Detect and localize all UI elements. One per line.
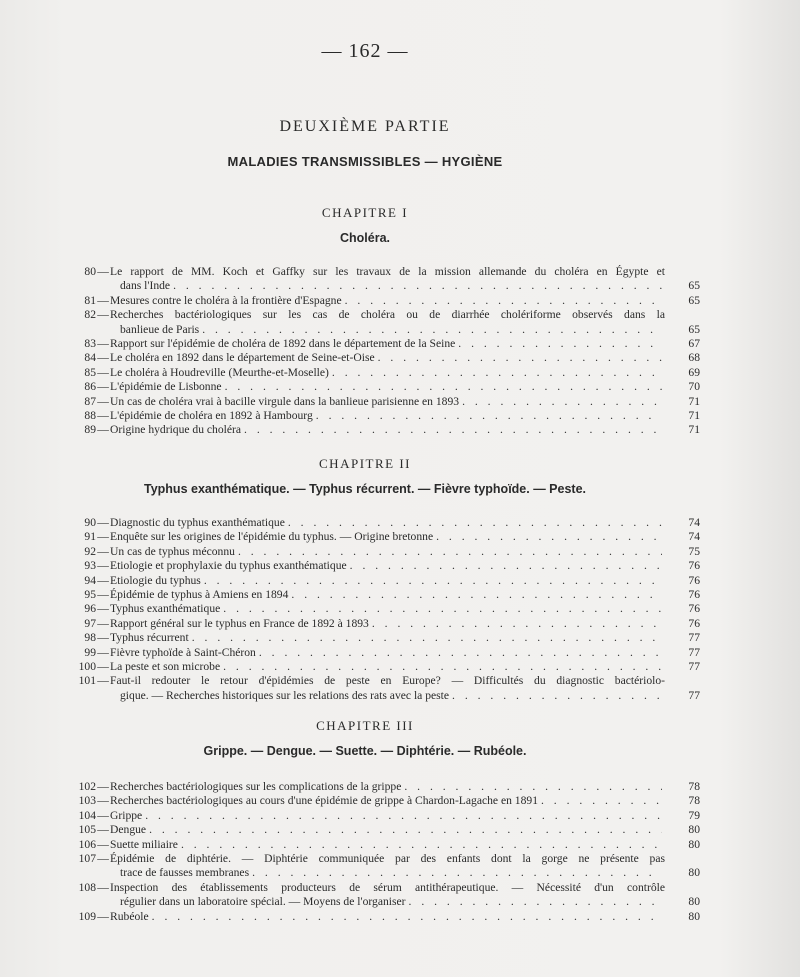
entry-number: 86 (84, 380, 96, 394)
entry-dash: — (97, 588, 109, 602)
entry-number: 107 (78, 852, 96, 866)
entry-page-number: 65 (688, 322, 700, 336)
entry-text (110, 617, 665, 631)
chapter-1-entries (0, 265, 700, 438)
entry-page-number: 76 (688, 588, 700, 602)
dot-leader (225, 380, 662, 394)
entry-line (110, 545, 665, 559)
entry-text (110, 794, 665, 808)
entry-line-text: Un cas de typhus méconnu (110, 544, 235, 558)
entry-line-text: Suette miliaire (110, 837, 178, 851)
entry-dash: — (97, 293, 109, 307)
entry-text (110, 530, 665, 544)
entry-line (110, 294, 665, 308)
entry-dash: — (97, 544, 109, 558)
chapter-label: CHAPITRE II (319, 456, 411, 471)
entry-dash: — (97, 602, 109, 616)
entry-line-text: Etiologie du typhus (110, 573, 201, 587)
dot-leader (181, 838, 662, 852)
dot-leader (345, 294, 662, 308)
entry-line (110, 409, 665, 423)
entry-line-text: Le rapport de MM. Koch et Gaffky sur les travaux de la mission allemande du choléra en Égypte et (110, 265, 665, 278)
entry-number: 80 (84, 265, 96, 278)
entry-page-number: 75 (688, 544, 700, 558)
entry-dash: — (97, 365, 109, 379)
dot-leader (458, 337, 662, 351)
toc-entry (0, 516, 700, 530)
entry-dash: — (97, 823, 109, 837)
entry-number: 92 (84, 544, 96, 558)
entry-number: 89 (84, 423, 96, 437)
entry-line-text: Origine hydrique du choléra (110, 423, 242, 437)
chapter-3-heading (0, 718, 730, 758)
toc-entry (0, 809, 700, 823)
entry-page-number: 80 (688, 909, 700, 923)
entry-line (110, 602, 665, 616)
entry-line-text: Épidémie de diphtérie. — Diphtérie communiquée par des enfants dont la gorge ne présente pas (110, 852, 665, 866)
entry-text (110, 337, 665, 351)
entry-line-text: Fièvre typhoïde à Saint-Chéron (110, 645, 256, 659)
entry-number: 96 (84, 602, 96, 616)
toc-entry (0, 337, 700, 351)
entry-line (110, 574, 665, 588)
entry-line (110, 380, 665, 394)
entry-text (110, 823, 665, 837)
entry-text (110, 559, 665, 573)
entry-text (110, 602, 665, 616)
entry-dash: — (97, 794, 109, 808)
entry-line-text: Rubéole (110, 909, 149, 923)
dot-leader (436, 530, 662, 544)
entry-line-text: Typhus exanthématique (110, 602, 221, 616)
entry-dash: — (97, 645, 109, 659)
toc-entry (0, 660, 700, 674)
entry-line-text: Épidémie de typhus à Amiens en 1894 (110, 588, 289, 602)
part-title: DEUXIÈME PARTIE (279, 118, 451, 135)
dot-leader (288, 516, 662, 530)
entry-line-text: dans l'Inde (120, 279, 171, 293)
entry-text (110, 588, 665, 602)
entry-number: 98 (84, 631, 96, 645)
chapter-label: CHAPITRE I (321, 205, 409, 220)
entry-number: 94 (84, 573, 96, 587)
entry-line-text: Recherches bactériologiques sur les cas de choléra ou de diarrhée cholériforme observés dans la (110, 308, 665, 322)
entry-text (110, 809, 665, 823)
entry-page-number: 74 (688, 516, 700, 529)
entry-text (110, 294, 665, 308)
entry-line (110, 323, 665, 337)
dot-leader (291, 588, 662, 602)
toc-entry (0, 395, 700, 409)
entry-page-number: 80 (688, 866, 700, 880)
entry-line-text: Etiologie et prophylaxie du typhus exanthématique (110, 559, 347, 573)
entry-line (110, 881, 665, 895)
toc-entry (0, 559, 700, 573)
entry-line (110, 617, 665, 631)
entry-line-text: L'épidémie de choléra en 1892 à Hambourg (110, 409, 313, 423)
entry-page-number: 80 (688, 823, 700, 837)
toc-entry (0, 545, 700, 559)
chapter-title: Choléra. (339, 231, 390, 245)
dot-leader (332, 366, 662, 380)
dot-leader (192, 631, 662, 645)
entry-text (110, 660, 665, 674)
entry-text (110, 545, 665, 559)
toc-entry (0, 646, 700, 660)
dot-leader (404, 780, 662, 794)
entry-line (110, 308, 665, 322)
entry-dash: — (97, 337, 109, 351)
entry-dash: — (97, 674, 109, 688)
entry-dash: — (97, 880, 109, 894)
entry-number: 103 (78, 794, 96, 808)
toc-entry (0, 588, 700, 602)
entry-page-number: 69 (688, 365, 700, 379)
dot-leader (316, 409, 662, 423)
chapter-3-entries (0, 780, 700, 924)
entry-line (110, 780, 665, 794)
entry-page-number: 70 (688, 380, 700, 394)
entry-text (110, 631, 665, 645)
entry-page-number: 71 (688, 409, 700, 423)
chapter-2-heading (0, 456, 730, 496)
entry-number: 87 (84, 394, 96, 408)
entry-line (110, 646, 665, 660)
entry-page-number: 65 (688, 293, 700, 307)
dot-leader (223, 660, 662, 674)
entry-dash: — (97, 265, 109, 278)
entry-line-text: Mesures contre le choléra à la frontière d'Espagne (110, 293, 342, 307)
entry-line (110, 265, 665, 279)
entry-line-text: Rapport général sur le typhus en France de 1892 à 1893 (110, 616, 369, 630)
toc-entry (0, 380, 700, 394)
entry-text (110, 380, 665, 394)
entry-dash: — (97, 380, 109, 394)
dot-leader (202, 323, 662, 337)
entry-page-number: 77 (688, 660, 700, 674)
entry-dash: — (97, 351, 109, 365)
entry-text (110, 516, 665, 530)
entry-dash: — (97, 616, 109, 630)
entry-line (110, 279, 665, 293)
entry-text (110, 881, 665, 910)
entry-number: 83 (84, 337, 96, 351)
entry-line-text: trace de fausses membranes (120, 866, 250, 880)
dot-leader (462, 395, 662, 409)
entry-page-number: 76 (688, 616, 700, 630)
entry-line (110, 910, 665, 924)
entry-page-number: 77 (688, 688, 700, 702)
entry-line-text: Diagnostic du typhus exanthématique (110, 516, 285, 529)
entry-number: 84 (84, 351, 96, 365)
toc-entry (0, 910, 700, 924)
chapter-label: CHAPITRE III (316, 718, 414, 733)
entry-page-number: 74 (688, 530, 700, 544)
dot-leader (378, 351, 662, 365)
entry-line (110, 559, 665, 573)
toc-entry (0, 294, 700, 308)
entry-line-text: Le choléra en 1892 dans le département de Seine-et-Oise (110, 351, 375, 365)
chapter-title: Typhus exanthématique. — Typhus récurrent. — Fièvre typhoïde. — Peste. (144, 482, 586, 496)
entry-line-text: Le choléra à Houdreville (Meurthe-et-Moselle) (110, 365, 329, 379)
dot-leader (350, 559, 662, 573)
toc-entry (0, 838, 700, 852)
entry-dash: — (97, 780, 109, 793)
entry-number: 105 (78, 823, 96, 837)
entry-number: 101 (78, 674, 96, 688)
entry-number: 85 (84, 365, 96, 379)
entry-dash: — (97, 423, 109, 437)
toc-entry (0, 409, 700, 423)
entry-line-text: Inspection des établissements producteurs de sérum antithérapeutique. — Nécessité d'un contrôle (110, 880, 665, 894)
entry-line-text: régulier dans un laboratoire spécial. — Moyens de l'organiser (120, 895, 406, 909)
entry-number: 97 (84, 616, 96, 630)
toc-entry (0, 794, 700, 808)
dot-leader (452, 689, 662, 703)
toc-entry (0, 602, 700, 616)
entry-page-number: 78 (688, 780, 700, 793)
entry-line (110, 866, 665, 880)
page-number: — 162 — (321, 40, 409, 62)
toc-entry (0, 780, 700, 794)
entry-dash: — (97, 530, 109, 544)
toc-entry (0, 574, 700, 588)
entry-line-text: Faut-il redouter le retour d'épidémies de peste en Europe? — Difficultés du diagnostic bactériolo- (110, 674, 665, 688)
entry-text (110, 838, 665, 852)
entry-line (110, 794, 665, 808)
entry-number: 108 (78, 880, 96, 894)
dot-leader (259, 646, 662, 660)
dot-leader (541, 794, 662, 808)
entry-number: 109 (78, 909, 96, 923)
entry-line-text: Typhus récurrent (110, 631, 189, 645)
toc-entry (0, 617, 700, 631)
dot-leader (252, 866, 662, 880)
entry-number: 91 (84, 530, 96, 544)
toc-entry (0, 852, 700, 881)
entry-number: 81 (84, 293, 96, 307)
entry-page-number: 71 (688, 394, 700, 408)
entry-page-number: 77 (688, 631, 700, 645)
entry-line-text: Enquête sur les origines de l'épidémie du typhus. — Origine bretonne (110, 530, 434, 544)
entry-number: 95 (84, 588, 96, 602)
entry-number: 99 (84, 645, 96, 659)
toc-entry (0, 823, 700, 837)
entry-number: 100 (78, 660, 96, 674)
entry-dash: — (97, 394, 109, 408)
toc-entry (0, 308, 700, 337)
entry-page-number: 80 (688, 837, 700, 851)
entry-line (110, 351, 665, 365)
entry-line-text: Recherches bactériologiques au cours d'une épidémie de grippe à Chardon-Lagache en 1891 (110, 794, 538, 808)
entry-page-number: 77 (688, 645, 700, 659)
entry-line-text: L'épidémie de Lisbonne (110, 380, 222, 394)
entry-text (110, 423, 665, 437)
entry-page-number: 76 (688, 573, 700, 587)
dot-leader (409, 895, 662, 909)
entry-line (110, 895, 665, 909)
entry-text (110, 265, 665, 294)
chapter-1-heading (0, 205, 730, 245)
toc-entry (0, 530, 700, 544)
toc-entry (0, 265, 700, 294)
entry-text (110, 574, 665, 588)
entry-line (110, 823, 665, 837)
entry-line (110, 631, 665, 645)
entry-dash: — (97, 660, 109, 674)
entry-page-number: 65 (688, 279, 700, 293)
entry-line (110, 852, 665, 866)
entry-dash: — (97, 852, 109, 866)
entry-page-number: 79 (688, 808, 700, 822)
toc-entry (0, 881, 700, 910)
entry-text (110, 852, 665, 881)
entry-line (110, 588, 665, 602)
entry-page-number: 76 (688, 602, 700, 616)
entry-line (110, 516, 665, 530)
toc-entry (0, 674, 700, 703)
entry-number: 82 (84, 308, 96, 322)
entry-page-number: 80 (688, 895, 700, 909)
toc-entry (0, 631, 700, 645)
dot-leader (149, 823, 662, 837)
entry-line-text: Un cas de choléra vrai à bacille virgule dans la banlieue parisienne en 1893 (110, 394, 460, 408)
toc-entry (0, 423, 700, 437)
entry-number: 104 (78, 808, 96, 822)
dot-leader (204, 574, 662, 588)
entry-line-text: La peste et son microbe (110, 660, 221, 674)
entry-dash: — (97, 631, 109, 645)
entry-line (110, 674, 665, 688)
entry-number: 88 (84, 409, 96, 423)
entry-page-number: 67 (688, 337, 700, 351)
entry-line (110, 530, 665, 544)
entry-number: 93 (84, 559, 96, 573)
dot-leader (145, 809, 662, 823)
entry-page-number: 71 (688, 423, 700, 437)
entry-line-text: Dengue (110, 823, 147, 837)
entry-line-text: Rapport sur l'épidémie de choléra de 1892 dans le département de la Seine (110, 337, 456, 351)
entry-line (110, 809, 665, 823)
entry-dash: — (97, 308, 109, 322)
entry-number: 106 (78, 837, 96, 851)
entry-text (110, 366, 665, 380)
entry-line (110, 838, 665, 852)
dot-leader (173, 279, 662, 293)
dot-leader (244, 423, 662, 437)
entry-page-number: 78 (688, 794, 700, 808)
toc-entry (0, 366, 700, 380)
dot-leader (223, 602, 662, 616)
entry-line (110, 423, 665, 437)
entry-dash: — (97, 409, 109, 423)
entry-line (110, 366, 665, 380)
chapter-2-entries (0, 516, 700, 703)
dot-leader (238, 545, 662, 559)
entry-number: 102 (78, 780, 96, 793)
entry-dash: — (97, 808, 109, 822)
entry-text (110, 674, 665, 703)
entry-text (110, 351, 665, 365)
entry-line-text: Recherches bactériologiques sur les complications de la grippe (110, 780, 402, 793)
entry-text (110, 308, 665, 337)
entry-number: 90 (84, 516, 96, 529)
entry-text (110, 395, 665, 409)
entry-text (110, 646, 665, 660)
entry-line (110, 395, 665, 409)
chapter-title: Grippe. — Dengue. — Suette. — Diphtérie. — Rubéole. (203, 744, 527, 758)
entry-page-number: 76 (688, 559, 700, 573)
dot-leader (372, 617, 662, 631)
entry-dash: — (97, 909, 109, 923)
entry-page-number: 68 (688, 351, 700, 365)
part-subtitle: MALADIES TRANSMISSIBLES — HYGIÈNE (227, 154, 503, 169)
entry-line-text: Grippe (110, 808, 143, 822)
entry-text (110, 780, 665, 794)
entry-line (110, 689, 665, 703)
toc-entry (0, 351, 700, 365)
entry-text (110, 409, 665, 423)
dot-leader (152, 910, 662, 924)
entry-line-text: banlieue de Paris (120, 322, 200, 336)
entry-line-text: gique. — Recherches historiques sur les relations des rats avec la peste (120, 688, 450, 702)
entry-dash: — (97, 559, 109, 573)
entry-dash: — (97, 516, 109, 529)
entry-text (110, 910, 665, 924)
entry-line (110, 337, 665, 351)
entry-line (110, 660, 665, 674)
entry-dash: — (97, 573, 109, 587)
entry-dash: — (97, 837, 109, 851)
